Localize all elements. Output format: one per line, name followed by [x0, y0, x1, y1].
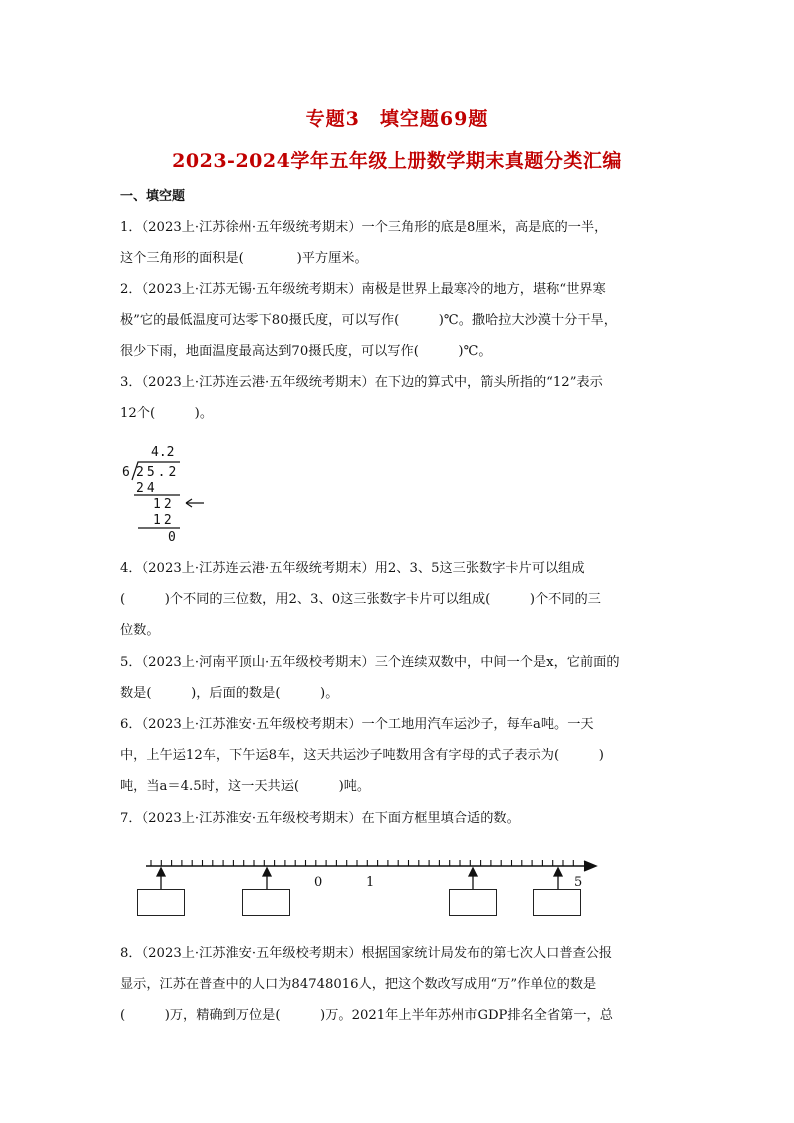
question-line: 5．（2023上·河南平顶山·五年级校考期末）三个连续双数中，中间一个是x，它前面的 — [120, 655, 620, 670]
question-line: 6．（2023上·江苏淮安·五年级校考期末）一个工地用汽车运沙子，每车a吨。一天 — [120, 717, 594, 732]
question-line: 很少下雨，地面温度最高达到70摄氏度，可以写作( )℃。 — [120, 344, 492, 359]
tick-label-1: 1 — [366, 875, 375, 890]
division-result: 0 — [168, 530, 176, 545]
question-line: 位数。 — [120, 623, 160, 638]
division-step-2: 12 — [153, 513, 175, 528]
answer-box[interactable] — [449, 889, 497, 916]
division-quotient: 4.2 — [151, 445, 175, 460]
question-line: 2．（2023上·江苏无锡·五年级统考期末）南极是世界上最寒冷的地方，堪称“世界寒 — [120, 282, 606, 297]
answer-box[interactable] — [533, 889, 581, 916]
question-line: 吨，当a＝4.5时，这一天共运( )吨。 — [120, 779, 371, 794]
question-line: 显示，江苏在普查中的人口为84748016人，把这个数改写成用“万”作单位的数是 — [120, 977, 597, 992]
document-subtitle: 2023-2024学年五年级上册数学期末真题分类汇编 — [172, 150, 622, 172]
tick-label-0: 0 — [314, 875, 323, 890]
question-line: 8．（2023上·江苏淮安·五年级校考期末）根据国家统计局发布的第七次人口普查公报 — [120, 946, 613, 961]
number-line-figure — [132, 852, 602, 922]
question-8 — [120, 938, 680, 1031]
arrow-up-icon — [263, 868, 271, 876]
question-line: ( )个不同的三位数，用2、3、0这三张数字卡片可以组成( )个不同的三 — [120, 592, 601, 607]
section-heading: 一、填空题 — [120, 189, 186, 204]
question-7 — [120, 803, 680, 834]
question-line: 这个三角形的面积是( )平方厘米。 — [120, 251, 368, 266]
question-line: 中，上午运12车，下午运8车，这天共运沙子吨数用含有字母的式子表示为( ) — [120, 748, 604, 763]
answer-box[interactable] — [242, 889, 290, 916]
long-division-figure — [118, 440, 228, 545]
answer-box[interactable] — [137, 889, 185, 916]
division-dividend: 25.2 — [136, 465, 180, 480]
division-divisor: 6 — [122, 465, 130, 480]
question-3 — [120, 367, 680, 429]
arrow-up-icon — [554, 868, 562, 876]
number-line-ticks — [151, 860, 573, 866]
question-line: 1．（2023上·江苏徐州·五年级统考期末）一个三角形的底是8厘米，高是底的一半， — [120, 220, 608, 235]
arrow-up-icon — [157, 868, 165, 876]
question-5 — [120, 647, 680, 709]
question-1 — [120, 212, 680, 274]
question-line: 极”它的最低温度可达零下80摄氏度，可以写作( )℃。撒哈拉大沙漠十分干旱， — [120, 313, 617, 328]
question-line: 3．（2023上·江苏连云港·五年级统考期末）在下边的算式中，箭头所指的“12”表示 — [120, 375, 603, 390]
arrow-up-icon — [469, 868, 477, 876]
question-line: 12个( )。 — [120, 406, 214, 421]
question-line: 7．（2023上·江苏淮安·五年级校考期末）在下面方框里填合适的数。 — [120, 811, 520, 826]
question-6 — [120, 709, 680, 802]
question-4 — [120, 553, 680, 646]
question-line: 4．（2023上·江苏连云港·五年级统考期末）用2、3、5这三张数字卡片可以组成 — [120, 561, 585, 576]
question-2 — [120, 274, 680, 367]
division-remainder: 12 — [153, 497, 175, 512]
tick-label-5: 5 — [574, 875, 583, 890]
question-line: ( )万，精确到万位是( )万。2021年上半年苏州市GDP排名全省第一，总 — [120, 1008, 613, 1023]
division-step-1: 24 — [136, 481, 158, 496]
axis-arrowhead-icon — [584, 861, 596, 871]
document-title: 专题3 填空题69题 — [305, 108, 489, 130]
question-line: 数是( )，后面的数是( )。 — [120, 686, 339, 701]
